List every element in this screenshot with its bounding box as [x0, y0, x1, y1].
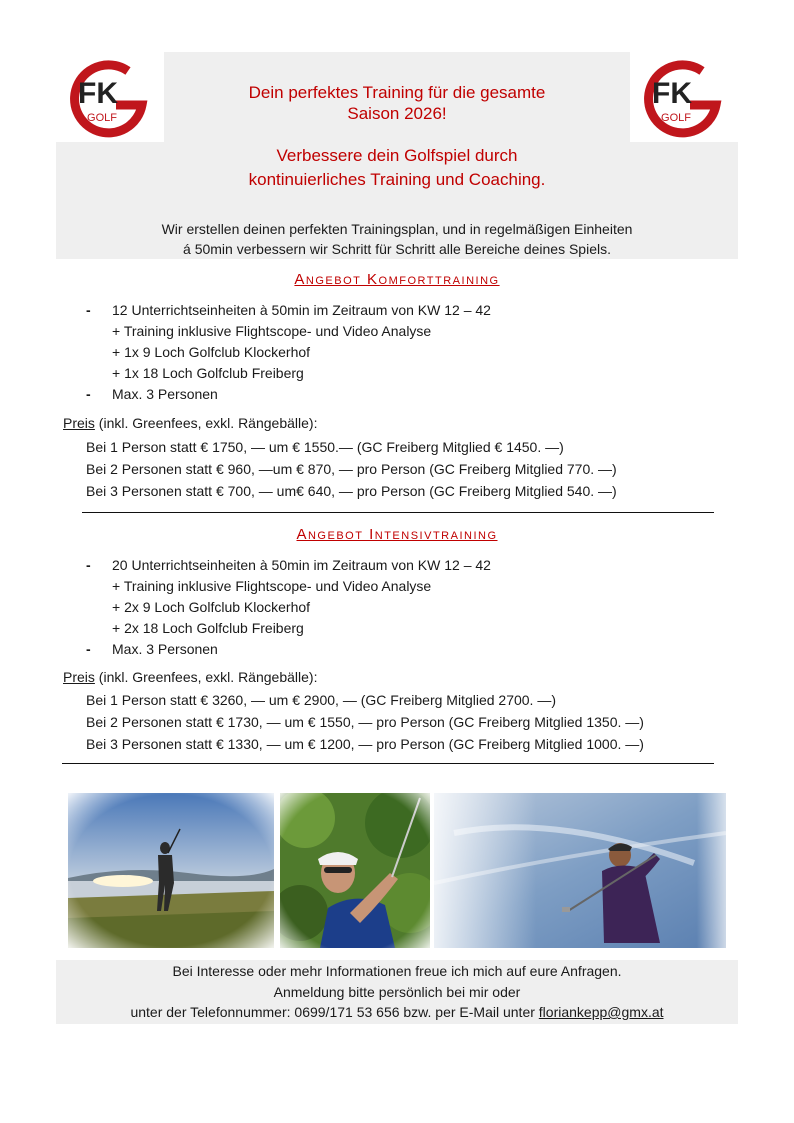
- list-item-detail: + 1x 9 Loch Golfclub Klockerhof: [112, 344, 311, 360]
- photo-golfer-sky: [434, 793, 726, 948]
- intro-text: [66, 219, 728, 259]
- list-item-detail: + Training inklusive Flightscope- und Video Analyse: [112, 323, 432, 339]
- intro-line-2: á 50min verbessern wir Schritt für Schritt alle Bereiche deines Spiels.: [183, 241, 611, 257]
- offer-title-komfort: Angebot Komforttraining: [294, 271, 500, 288]
- offer-intensiv-list: [86, 555, 491, 660]
- dash-bullet-icon: -: [86, 557, 91, 573]
- photo-golfer-portrait: [280, 793, 430, 948]
- price-heading-komfort: Preis (inkl. Greenfees, exkl. Rängebälle):: [63, 415, 318, 431]
- divider: [82, 512, 714, 513]
- subtitle-line-1: Verbessere dein Golfspiel durch: [276, 146, 518, 165]
- list-item-detail: + 2x 9 Loch Golfclub Klockerhof: [112, 599, 311, 615]
- photo-golfer-lake: [68, 793, 274, 948]
- footer-line-2: Anmeldung bitte persönlich bei mir oder: [273, 983, 521, 1000]
- list-item: - Max. 3 Personen: [86, 384, 491, 405]
- logo-letters: FK: [78, 77, 118, 110]
- offer-komfort-list: [86, 300, 491, 405]
- logo-text: GOLF: [661, 112, 691, 124]
- dash-bullet-icon: -: [86, 302, 91, 318]
- list-item-detail: + 1x 18 Loch Golfclub Freiberg: [112, 365, 304, 381]
- footer-line-3: unter der Telefonnummer: 0699/171 53 656 bzw. per E-Mail unter floriankepp@gmx.at: [130, 1004, 664, 1020]
- fk-golf-logo-icon: [62, 55, 158, 139]
- title-line-2: Saison 2026!: [347, 104, 447, 123]
- footer-line-1: Bei Interesse oder mehr Informationen freue ich mich auf eure Anfragen.: [172, 963, 622, 979]
- dash-bullet-icon: -: [86, 386, 91, 402]
- fk-golf-logo-icon: [636, 55, 732, 139]
- subtitle-line-2: kontinuierliches Training und Coaching.: [248, 170, 546, 189]
- price-line: Bei 1 Person statt € 1750, — um € 1550.— (GC Freiberg Mitglied € 1450. —): [86, 439, 564, 455]
- page-subtitle: [164, 144, 630, 192]
- price-line: Bei 2 Personen statt € 1730, — um € 1550, — pro Person (GC Freiberg Mitglied 1350. —): [86, 714, 644, 730]
- email-link[interactable]: floriankepp@gmx.at: [538, 1004, 664, 1020]
- list-item: - Max. 3 Personen: [86, 639, 491, 660]
- list-item-detail: + Training inklusive Flightscope- und Video Analyse: [112, 578, 432, 594]
- dash-bullet-icon: -: [86, 641, 91, 657]
- logo-letters: FK: [652, 77, 692, 110]
- fk-golf-logo-left: [56, 52, 164, 142]
- price-line: Bei 2 Personen statt € 960, —um € 870, — pro Person (GC Freiberg Mitglied 770. —): [86, 461, 617, 477]
- logo-text: GOLF: [87, 112, 117, 124]
- photo-strip: [68, 793, 726, 948]
- list-item: - 12 Unterrichtseinheiten à 50min im Zeitraum von KW 12 – 42: [86, 300, 491, 321]
- title-line-1: Dein perfektes Training für die gesamte: [248, 83, 546, 102]
- page-title: [164, 82, 630, 124]
- price-line: Bei 3 Personen statt € 1330, — um € 1200, — pro Person (GC Freiberg Mitglied 1000. —): [86, 736, 644, 752]
- price-line: Bei 3 Personen statt € 700, — um€ 640, — pro Person (GC Freiberg Mitglied 540. —): [86, 483, 617, 499]
- divider: [62, 763, 714, 764]
- list-item-detail: + 2x 18 Loch Golfclub Freiberg: [112, 620, 304, 636]
- contact-footer: [56, 960, 738, 1024]
- list-item: - 20 Unterrichtseinheiten à 50min im Zeitraum von KW 12 – 42: [86, 555, 491, 576]
- intro-line-1: Wir erstellen deinen perfekten Trainingsplan, und in regelmäßigen Einheiten: [161, 221, 633, 237]
- header-panel: [56, 52, 738, 259]
- price-heading-intensiv: Preis (inkl. Greenfees, exkl. Rängebälle):: [63, 669, 318, 685]
- price-list-komfort: [86, 436, 617, 502]
- offer-title-intensiv: Angebot Intensivtraining: [296, 526, 498, 543]
- price-list-intensiv: [86, 689, 644, 755]
- fk-golf-logo-right: [630, 52, 738, 142]
- price-line: Bei 1 Person statt € 3260, — um € 2900, — (GC Freiberg Mitglied 2700. —): [86, 692, 556, 708]
